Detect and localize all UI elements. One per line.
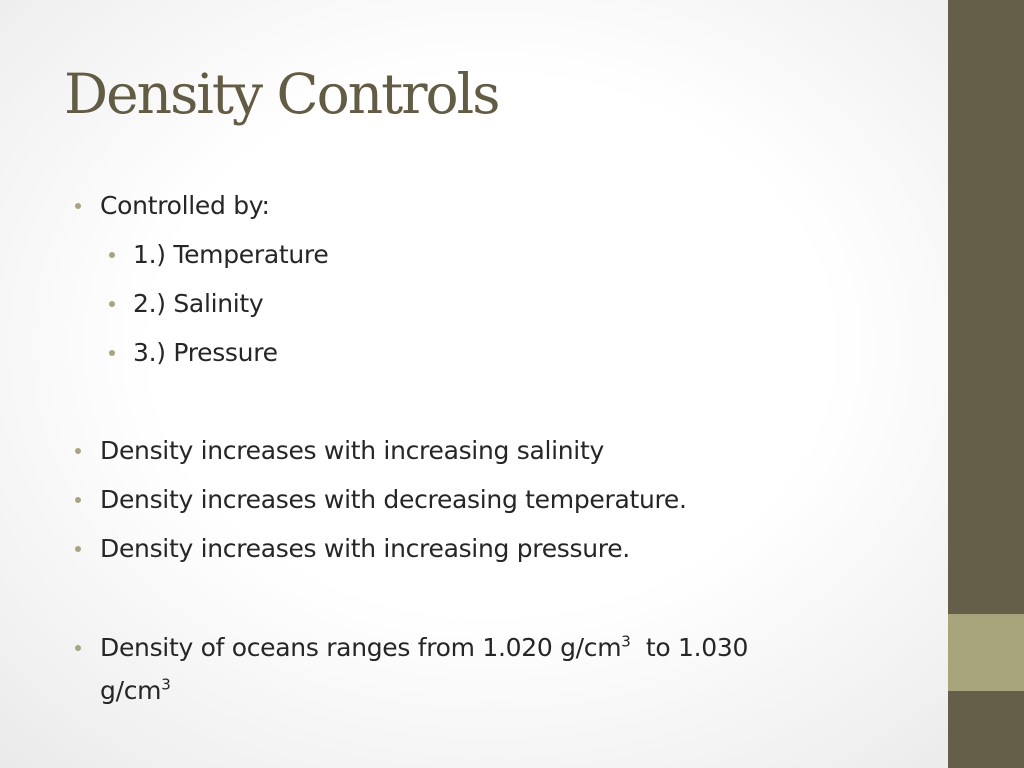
bullet-temperature-relation xyxy=(100,484,687,516)
bullet-dot-icon xyxy=(75,448,81,454)
bullet-dot-icon xyxy=(75,645,81,651)
bullet-text: 1.) Temperature xyxy=(133,240,329,269)
bullet-text: Density increases with increasing salinity xyxy=(100,436,604,465)
bullet-text: 2.) Salinity xyxy=(133,289,264,318)
sidebar-accent-decoration xyxy=(948,614,1024,691)
bullet-dot-icon xyxy=(75,497,81,503)
bullet-text: g/cm xyxy=(100,676,162,705)
bullet-pressure-relation xyxy=(100,533,630,565)
sub-bullet-salinity xyxy=(133,288,263,320)
superscript: 3 xyxy=(161,675,171,694)
bullet-text: Density increases with increasing pressure. xyxy=(100,534,630,563)
bullet-dot-icon xyxy=(75,203,81,209)
superscript: 3 xyxy=(621,632,631,651)
bullet-density-range xyxy=(100,632,748,664)
bullet-controlled-by xyxy=(100,190,270,222)
bullet-dot-icon xyxy=(109,350,115,356)
bullet-text: Density increases with decreasing temperature. xyxy=(100,485,687,514)
bullet-dot-icon xyxy=(109,252,115,258)
bullet-dot-icon xyxy=(75,546,81,552)
bullet-dot-icon xyxy=(109,301,115,307)
bullet-salinity-relation xyxy=(100,435,604,467)
bullet-text: Controlled by: xyxy=(100,191,270,220)
slide-title: Density Controls xyxy=(64,62,499,126)
bullet-text: 3.) Pressure xyxy=(133,338,278,367)
bullet-density-range-continued xyxy=(100,675,170,707)
sub-bullet-pressure xyxy=(133,337,278,369)
bullet-text: Density of oceans ranges from 1.020 g/cm xyxy=(100,633,622,662)
bullet-text: to 1.030 xyxy=(630,633,749,662)
sub-bullet-temperature xyxy=(133,239,328,271)
